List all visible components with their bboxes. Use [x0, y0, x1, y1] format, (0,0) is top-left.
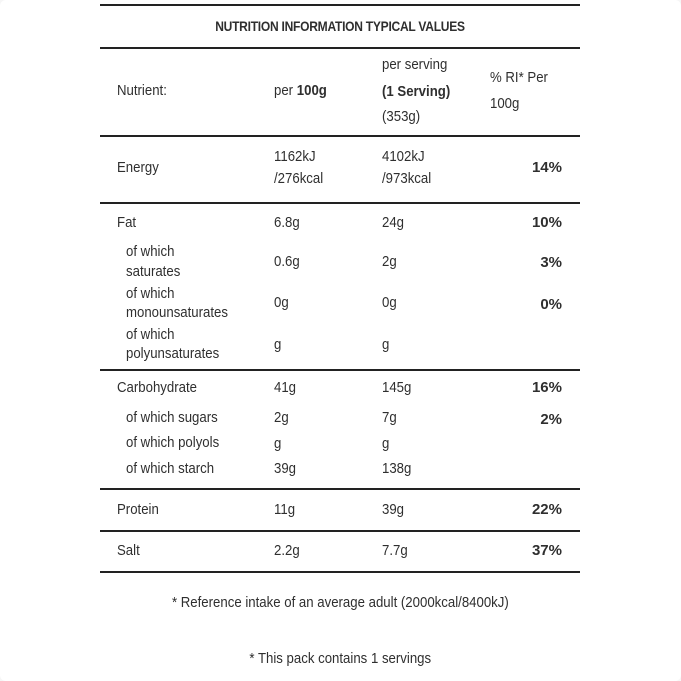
table-title: NUTRITION INFORMATION TYPICAL VALUES	[215, 18, 465, 34]
energy-label: Energy	[117, 159, 159, 176]
energy-per100-kj: 1162kJ	[274, 148, 316, 165]
fat-ri: 10%	[531, 214, 562, 231]
per100-prefix: per	[274, 82, 297, 99]
servings-note: * This pack contains 1 servings	[249, 650, 432, 667]
salt-per100: 2.2g	[274, 542, 300, 559]
protein-per100: 11g	[274, 501, 296, 518]
energy-row	[100, 137, 580, 202]
mono-label-line2: monounsaturates	[126, 304, 228, 321]
polyols-per100: g	[274, 435, 282, 452]
carbohydrate-serving: 145g	[382, 379, 412, 396]
poly-serving: g	[382, 336, 390, 353]
ri-header-line2: 100g	[490, 95, 520, 112]
protein-label: Protein	[117, 501, 159, 518]
salt-ri: 37%	[531, 542, 562, 559]
nutrient-header: Nutrient:	[117, 82, 167, 99]
mono-per100: 0g	[274, 294, 289, 311]
energy-serving-kcal: /973kcal	[382, 170, 432, 187]
serving-header-line3: (353g)	[382, 108, 421, 125]
carbohydrate-per100: 41g	[274, 379, 297, 396]
mono-serving: 0g	[382, 294, 397, 311]
salt-label: Salt	[117, 542, 140, 559]
fat-per100: 6.8g	[274, 214, 300, 231]
sugars-serving: 7g	[382, 409, 397, 426]
saturates-per100: 0.6g	[274, 253, 300, 270]
mono-label-line1: of which	[126, 285, 175, 302]
saturates-label-line1: of which	[126, 243, 175, 260]
carbohydrate-ri: 16%	[531, 379, 562, 396]
carbohydrate-label: Carbohydrate	[117, 379, 197, 396]
protein-serving: 39g	[382, 501, 405, 518]
salt-serving: 7.7g	[382, 542, 408, 559]
sugars-per100: 2g	[274, 409, 289, 426]
salt-row	[100, 532, 580, 571]
poly-per100: g	[274, 336, 282, 353]
serving-header-line1: per serving	[382, 56, 448, 73]
saturates-serving: 2g	[382, 253, 397, 270]
saturates-ri: 3%	[540, 254, 562, 271]
reference-intake-note: * Reference intake of an average adult (2000kcal/8400kJ)	[172, 594, 509, 611]
carbohydrate-group	[100, 371, 580, 488]
saturates-label-line2: saturates	[126, 263, 181, 280]
protein-ri: 22%	[531, 501, 562, 518]
fat-group	[100, 204, 580, 369]
serving-header-line2: (1 Serving)	[382, 83, 451, 100]
energy-per100-kcal: /276kcal	[274, 170, 324, 187]
starch-serving: 138g	[382, 460, 412, 477]
divider-bottom	[100, 571, 580, 573]
polyols-serving: g	[382, 435, 390, 452]
energy-serving-kj: 4102kJ	[382, 148, 425, 165]
per100-header	[274, 81, 334, 101]
mono-ri: 0%	[540, 296, 562, 313]
per100-bold: 100g	[296, 82, 327, 99]
protein-row	[100, 490, 580, 530]
energy-ri: 14%	[531, 159, 562, 176]
header-row	[100, 49, 580, 135]
starch-per100: 39g	[274, 460, 297, 477]
ri-header-line1: % RI* Per	[490, 69, 548, 86]
starch-label: of which starch	[126, 460, 215, 477]
poly-label-line2: polyunsaturates	[126, 345, 220, 362]
sugars-ri: 2%	[540, 411, 562, 428]
polyols-label: of which polyols	[126, 434, 220, 451]
nutrition-table	[100, 4, 580, 573]
fat-serving: 24g	[382, 214, 405, 231]
fat-label: Fat	[117, 214, 137, 231]
poly-label-line1: of which	[126, 326, 175, 343]
sugars-label: of which sugars	[126, 409, 218, 426]
